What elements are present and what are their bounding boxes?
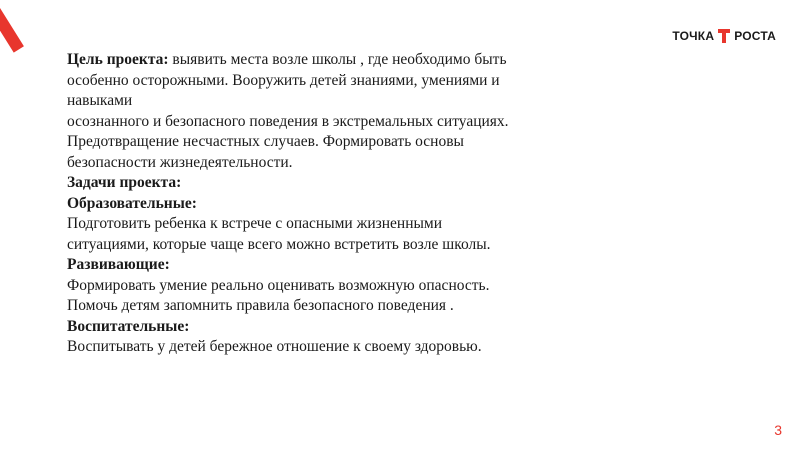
page-number: 3 — [774, 422, 782, 438]
tasks-heading: Задачи проекта: — [67, 174, 182, 191]
logo-text-left: ТОЧКА — [672, 29, 715, 43]
goal-line-1: выявить места возле школы , где необходимо быть — [168, 51, 507, 68]
goal-line-5: Предотвращение несчастных случаев. Формировать основы — [67, 133, 464, 150]
educational-line-2: ситуациями, которые чаще всего можно встретить возле школы. — [67, 235, 491, 253]
educational-line-1: Подготовить ребенка к встрече с опасными жизненными — [67, 215, 443, 232]
goal-line-6: безопасности жизнедеятельности. — [67, 153, 293, 171]
logo-mark-icon — [717, 28, 731, 44]
corner-stripe-decoration — [0, 0, 24, 53]
tochka-rosta-logo — [672, 28, 776, 44]
developmental-heading: Развивающие: — [67, 256, 170, 273]
upbringing-heading: Воспитательные: — [67, 317, 190, 335]
logo-text-right: РОСТА — [734, 29, 776, 43]
goal-paragraph — [67, 50, 687, 71]
goal-line-4: осознанного и безопасного поведения в экстремальных ситуациях. — [67, 112, 509, 130]
upbringing-line-1: Воспитывать у детей бережное отношение к своему здоровью. — [67, 338, 482, 355]
developmental-line-2: Помочь детям запомнить правила безопасного поведения . — [67, 297, 454, 314]
goal-line-2: особенно осторожными. Вооружить детей знаниями, умениями и — [67, 71, 500, 89]
educational-heading: Образовательные: — [67, 194, 197, 212]
slide-body-text — [67, 50, 687, 358]
goal-label: Цель проекта: — [67, 51, 169, 68]
developmental-line-1: Формировать умение реально оценивать возможную опасность. — [67, 276, 490, 294]
goal-line-3: навыками — [67, 92, 133, 109]
